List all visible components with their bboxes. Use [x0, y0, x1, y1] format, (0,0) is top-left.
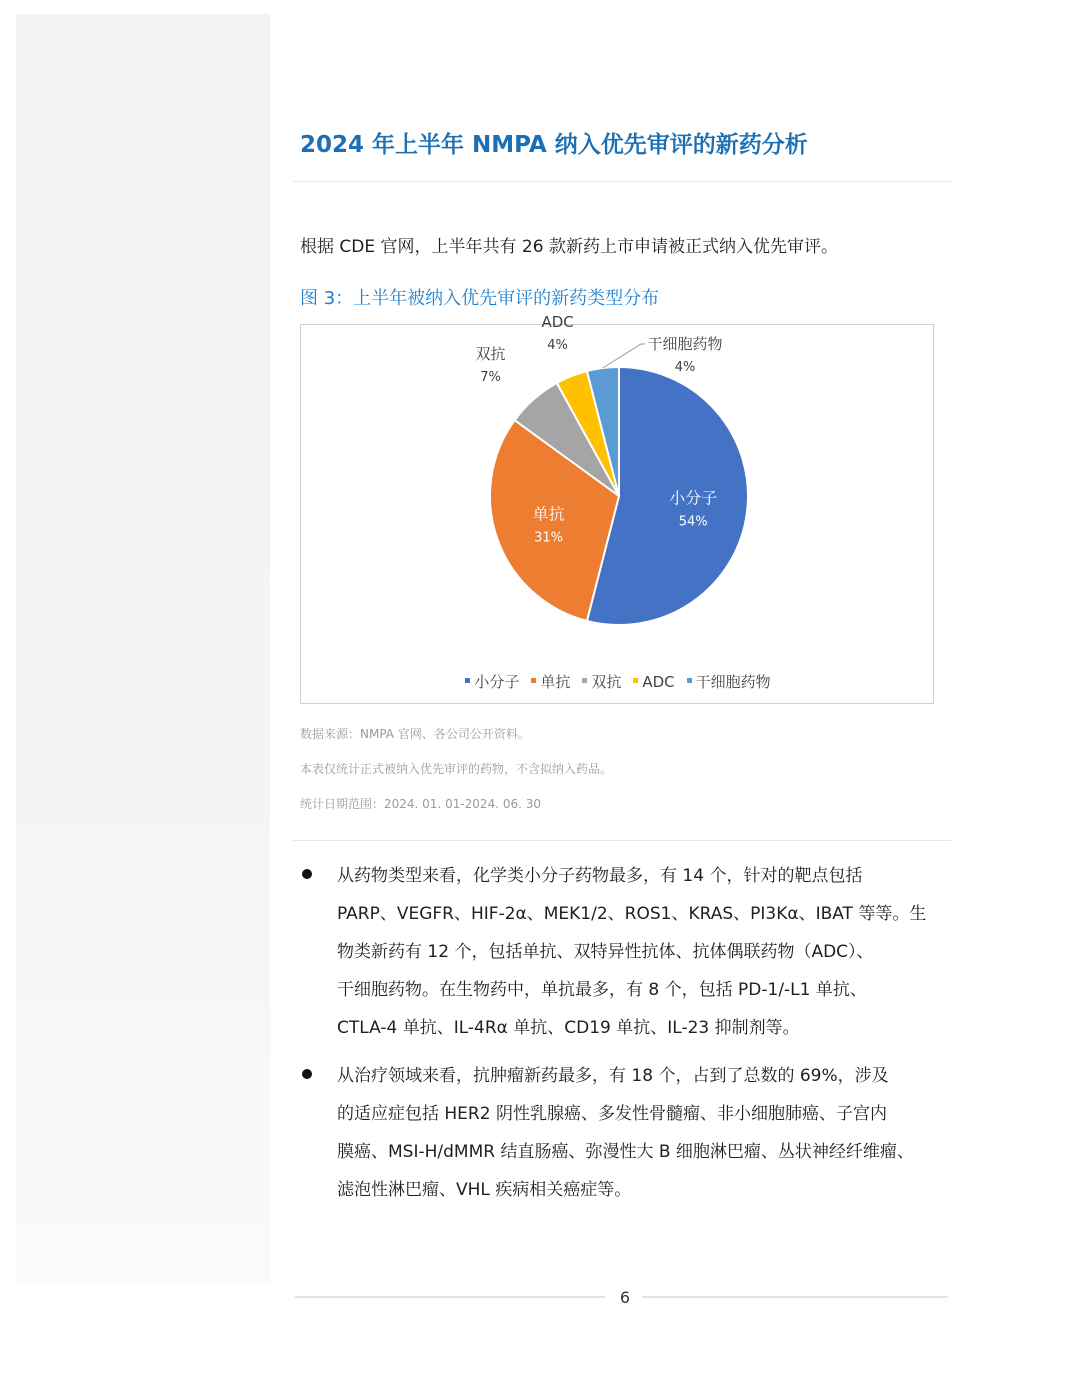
legend-label: ADC: [642, 673, 675, 691]
bullet-text: [337, 857, 960, 1047]
bullet-line: 膜癌、MSI-H/dMMR 结直肠癌、弥漫性大 B 细胞淋巴瘤、丛状神经纤维瘤、: [337, 1142, 914, 1162]
footer-divider-left: [295, 1296, 605, 1298]
pie-chart: [301, 313, 935, 705]
chart-legend: [301, 671, 935, 692]
bullet-line: 干细胞药物。在生物药中，单抗最多，有 8 个，包括 PD-1/-L1 单抗、: [337, 980, 867, 1000]
legend-swatch-icon: [582, 678, 587, 683]
legend-item: [531, 671, 570, 692]
legend-swatch-icon: [687, 678, 692, 683]
slice-value-label: 31%: [534, 530, 564, 546]
legend-label: 双抗: [591, 673, 622, 691]
footer-divider-right: [642, 1296, 948, 1298]
note-scope: 本表仅统计正式被纳入优先审评的药物，不含拟纳入药品。: [300, 762, 613, 776]
intro-paragraph: 根据 CDE 官网，上半年共有 26 款新药上市申请被正式纳入优先审评。: [300, 237, 838, 257]
legend-label: 小分子: [474, 673, 520, 691]
note-source: 数据来源：NMPA 官网、各公司公开资料。: [300, 727, 530, 741]
slice-category-label: ADC: [541, 313, 574, 331]
legend-swatch-icon: [633, 678, 638, 683]
bullet-drug-types: [300, 857, 960, 1047]
page-number: 6: [619, 1288, 631, 1307]
bullet-line: 从药物类型来看，化学类小分子药物最多，有 14 个，针对的靶点包括: [337, 866, 863, 886]
figure-caption: 图 3：上半年被纳入优先审评的新药类型分布: [300, 288, 660, 309]
bullet-line: PARP、VEGFR、HIF-2α、MEK1/2、ROS1、KRAS、PI3Kα、IBAT 等等。生: [337, 904, 927, 924]
bullet-dot-icon: [302, 1069, 312, 1079]
bullet-line: 从治疗领域来看，抗肿瘤新药最多，有 18 个，占到了总数的 69%，涉及: [337, 1066, 889, 1086]
notes-divider: [293, 840, 951, 841]
legend-item: [465, 671, 519, 692]
slice-category-label: 小分子: [669, 488, 718, 508]
legend-item: [582, 671, 621, 692]
bullet-line: 滤泡性淋巴瘤、VHL 疾病相关癌症等。: [337, 1180, 632, 1200]
page-title: 2024 年上半年 NMPA 纳入优先审评的新药分析: [300, 132, 808, 158]
slice-value-label: 4%: [674, 360, 696, 375]
bullet-line: 物类新药有 12 个，包括单抗、双特异性抗体、抗体偶联药物（ADC）、: [337, 942, 874, 962]
slice-category-label: 单抗: [532, 504, 565, 524]
title-divider: [293, 181, 951, 182]
legend-swatch-icon: [465, 678, 470, 683]
slice-value-label: 7%: [480, 370, 501, 385]
pie-chart-frame: [300, 313, 934, 704]
legend-swatch-icon: [531, 678, 536, 683]
leader-line: [603, 344, 645, 368]
bullet-therapeutic-areas: [300, 1057, 960, 1209]
legend-label: 干细胞药物: [695, 673, 771, 691]
legend-item: [687, 671, 771, 692]
bullet-text: [337, 1057, 960, 1209]
slice-category-label: 干细胞药物: [647, 335, 723, 353]
bullet-line: CTLA-4 单抗、IL-4Rα 单抗、CD19 单抗、IL-23 抑制剂等。: [337, 1018, 800, 1038]
slice-value-label: 4%: [547, 338, 568, 353]
bullet-dot-icon: [302, 869, 312, 879]
slice-value-label: 54%: [678, 514, 708, 530]
bullet-line: 的适应症包括 HER2 阴性乳腺癌、多发性骨髓瘤、非小细胞肺癌、子宫内: [337, 1104, 887, 1124]
slice-category-label: 双抗: [475, 345, 506, 363]
note-date-range: 统计日期范围：2024. 01. 01-2024. 06. 30: [300, 797, 542, 811]
legend-item: [633, 673, 674, 691]
legend-label: 单抗: [540, 673, 571, 691]
side-decoration-band: [16, 14, 270, 1284]
